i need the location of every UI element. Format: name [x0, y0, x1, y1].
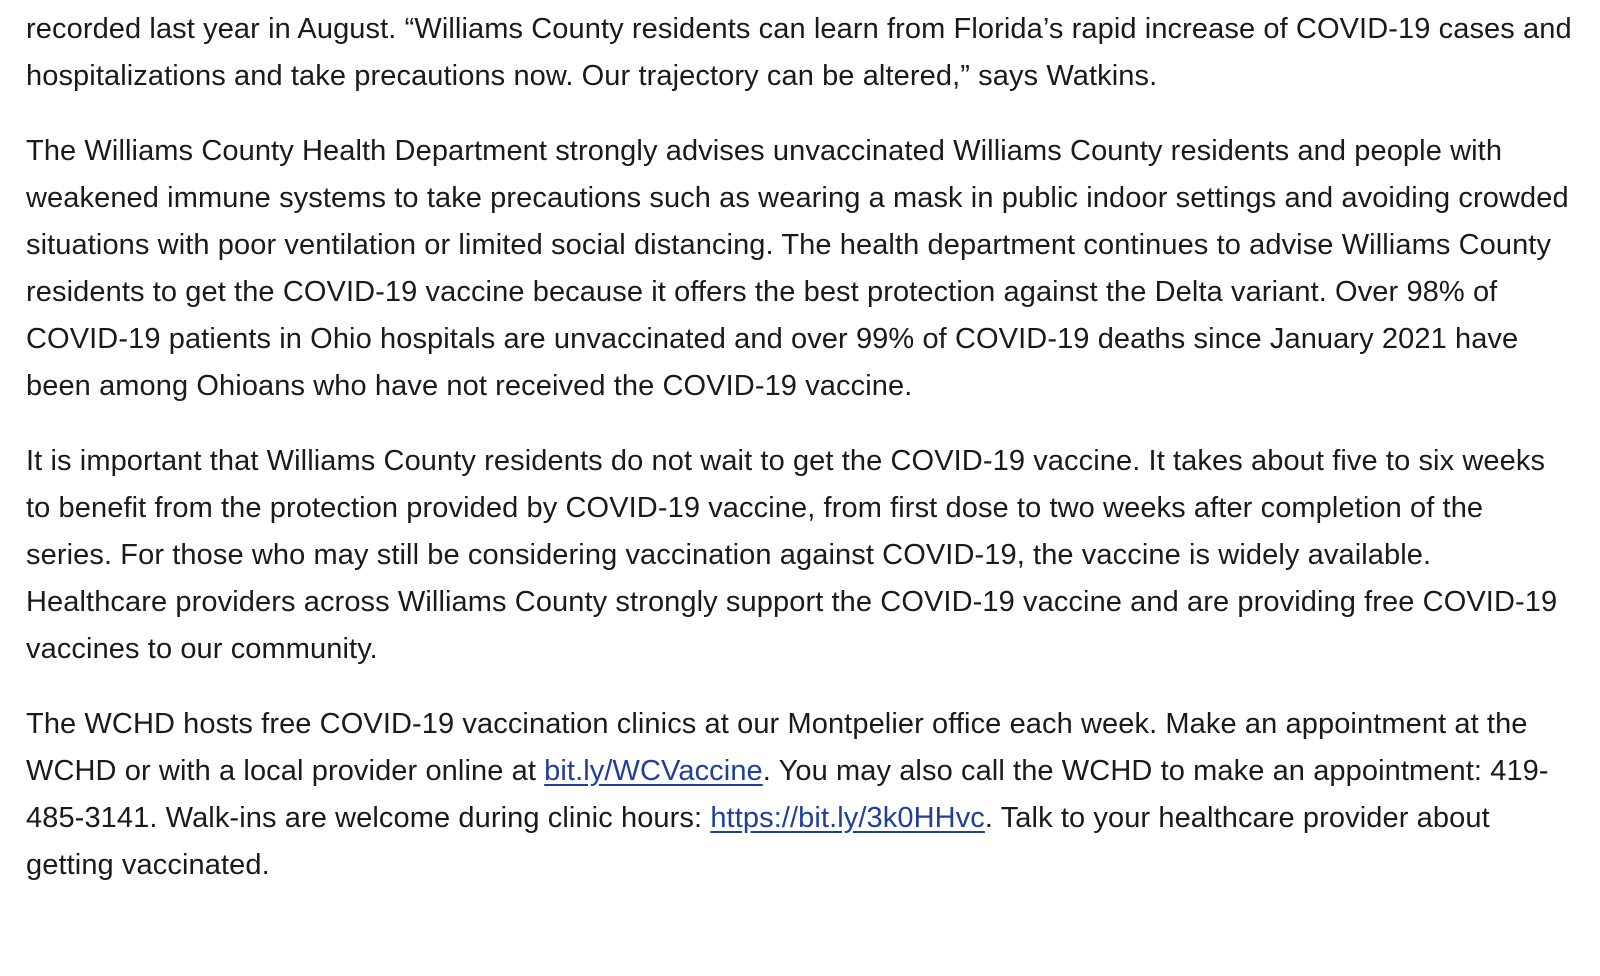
- paragraph: [26, 701, 1574, 889]
- paragraph: [26, 6, 1574, 100]
- paragraph-text: . You may also call the WCHD to make an appointment: 419-485-3141. Walk-ins are welcome during clinic hours:: [26, 755, 1549, 834]
- paragraph-text: The Williams County Health Department strongly advises unvaccinated Williams County residents and people with weakened immune systems to take precautions such as wearing a mask in public indoor settings and avoiding crowded situations with poor ventilation or limited social distancing. The health department continues to advise Williams County residents to get the COVID-19 vaccine because it offers the best protection against the Delta variant. Over 98% of COVID-19 patients in Ohio hospitals are unvaccinated and over 99% of COVID-19 deaths since January 2021 have been among Ohioans who have not received the COVID-19 vaccine.: [26, 135, 1569, 402]
- paragraph: [26, 438, 1574, 673]
- paragraph-text: The WCHD hosts free COVID-19 vaccination clinics at our Montpelier office each week. Make an appointment at the WCHD or with a local provider online at: [26, 708, 1528, 787]
- vaccine-appointment-link[interactable]: bit.ly/WCVaccine: [544, 755, 763, 787]
- paragraph-text: It is important that Williams County residents do not wait to get the COVID-19 vaccine. It takes about five to six weeks to benefit from the protection provided by COVID-19 vaccine, from first dose to two weeks after completion of the series. For those who may still be considering vaccination against COVID-19, the vaccine is widely available. Healthcare providers across Williams County strongly support the COVID-19 vaccine and are providing free COVID-19 vaccines to our community.: [26, 445, 1558, 665]
- document-body: [26, 6, 1574, 917]
- clinic-hours-link[interactable]: https://bit.ly/3k0HHvc: [710, 802, 985, 834]
- paragraph-text: . Talk to your healthcare provider about getting vaccinated.: [26, 802, 1490, 881]
- paragraph-text: recorded last year in August. “Williams County residents can learn from Florida’s rapid increase of COVID-19 cases and hospitalizations and take precautions now. Our trajectory can be altered,” says Watkins.: [26, 13, 1572, 92]
- paragraph: [26, 128, 1574, 410]
